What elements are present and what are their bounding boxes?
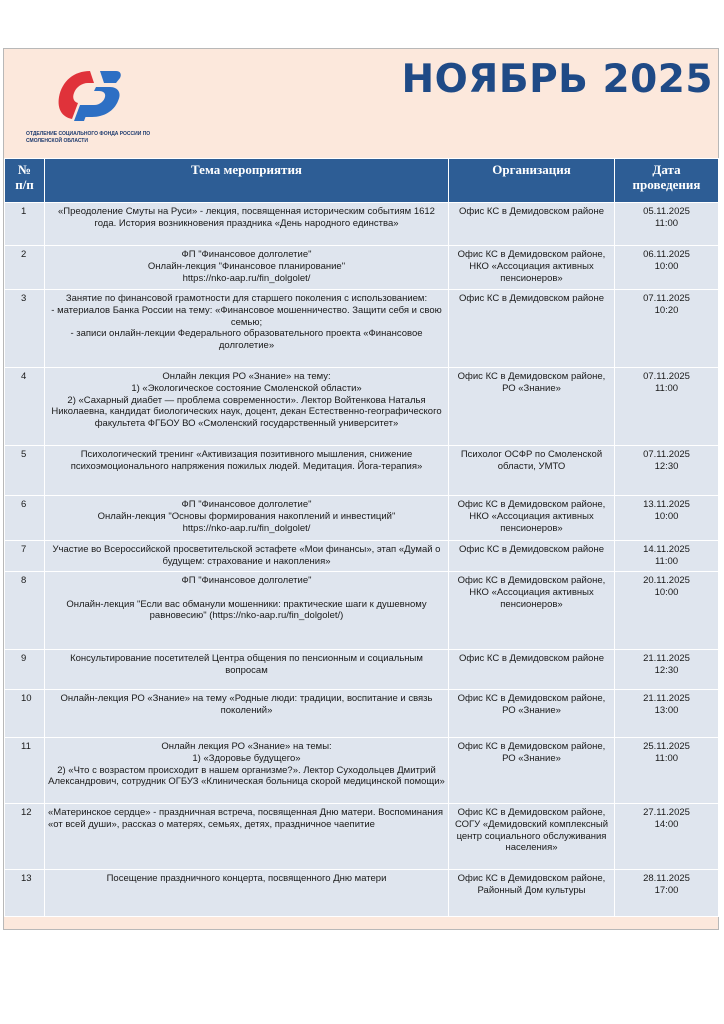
sfr-logo-icon (50, 67, 126, 125)
event-topic: Онлайн лекция РО «Знание» на темы: 1) «Здоровье будущего» 2) «Что с возрастом происходит в нашем организме?». Лектор Суходольцев Дмитрий Александрович, сотрудник ОГБУЗ «Клиническая больница скорой медицинской помощи» (45, 738, 449, 804)
table-row (5, 368, 719, 446)
event-organization: Офис КС в Демидовском районе, НКО «Ассоциация активных пенсионеров» (449, 572, 615, 650)
event-date: 05.11.2025 11:00 (615, 203, 719, 246)
event-topic: Посещение праздничного концерта, посвященного Дню матери (45, 870, 449, 917)
table-row (5, 870, 719, 917)
table-row (5, 690, 719, 738)
event-organization: Офис КС в Демидовском районе (449, 541, 615, 572)
event-date: 21.11.2025 12:30 (615, 650, 719, 690)
event-topic: ФП "Финансовое долголетие" Онлайн-лекция "Финансовое планирование" https://nko-aap.ru/fin_dolgolet/ (45, 246, 449, 290)
table-row (5, 650, 719, 690)
table-row (5, 804, 719, 870)
event-topic: Онлайн лекция РО «Знание» на тему: 1) «Экологическое состояние Смоленской области» 2) «Сахарный диабет — проблема современности». Лектор Войтенкова Наталья Николаевна, кандидат биологических наук, доцент, декан Естественно-географического факультета ФГБОУ ВО «Смоленский государственный университет» (45, 368, 449, 446)
row-number: 2 (5, 246, 45, 290)
org-name: ОТДЕЛЕНИЕ СОЦИАЛЬНОГО ФОНДА РОССИИ ПО СМОЛЕНСКОЙ ОБЛАСТИ (26, 131, 151, 144)
event-topic: «Материнское сердце» - праздничная встреча, посвященная Дню матери. Воспоминания «от всей души», рассказ о матерях, семьях, детях, праздничное чаепитие (45, 804, 449, 870)
event-topic: Онлайн-лекция РО «Знание» на тему «Родные люди: традиции, воспитание и связь поколений» (45, 690, 449, 738)
table-row (5, 203, 719, 246)
event-organization: Офис КС в Демидовском районе (449, 290, 615, 368)
event-organization: Офис КС в Демидовском районе, РО «Знание» (449, 690, 615, 738)
events-table (4, 158, 719, 917)
event-topic: Участие во Всероссийской просветительской эстафете «Мои финансы», этап «Думай о будущем: страхование и накопления» (45, 541, 449, 572)
row-number: 11 (5, 738, 45, 804)
event-organization: Психолог ОСФР по Смоленской области, УМТО (449, 446, 615, 496)
event-organization: Офис КС в Демидовском районе, СОГУ «Демидовский комплексный центр социального обслуживания населения» (449, 804, 615, 870)
event-organization: Офис КС в Демидовском районе, НКО «Ассоциация активных пенсионеров» (449, 246, 615, 290)
event-date: 20.11.2025 10:00 (615, 572, 719, 650)
event-organization: Офис КС в Демидовском районе, РО «Знание» (449, 738, 615, 804)
event-organization: Офис КС в Демидовском районе, Районный Дом культуры (449, 870, 615, 917)
page-sheet (3, 48, 719, 930)
event-organization: Офис КС в Демидовском районе, НКО «Ассоциация активных пенсионеров» (449, 496, 615, 541)
row-number: 7 (5, 541, 45, 572)
table-row (5, 496, 719, 541)
col-header-num: № п/п (5, 159, 45, 203)
event-organization: Офис КС в Демидовском районе, РО «Знание» (449, 368, 615, 446)
event-date: 07.11.2025 10:20 (615, 290, 719, 368)
month-title: НОЯБРЬ 2025 (401, 57, 713, 102)
event-date: 14.11.2025 11:00 (615, 541, 719, 572)
table-header-row (5, 159, 719, 203)
event-date: 21.11.2025 13:00 (615, 690, 719, 738)
row-number: 5 (5, 446, 45, 496)
row-number: 8 (5, 572, 45, 650)
row-number: 6 (5, 496, 45, 541)
table-row (5, 290, 719, 368)
row-number: 1 (5, 203, 45, 246)
event-topic: ФП "Финансовое долголетие" Онлайн-лекция "Основы формирования накоплений и инвестиций" https://nko-aap.ru/fin_dolgolet/ (45, 496, 449, 541)
table-row (5, 446, 719, 496)
col-header-org: Организация (449, 159, 615, 203)
event-topic: «Преодоление Смуты на Руси» - лекция, посвященная историческим событиям 1612 года. История возникновения праздника «День народного единства» (45, 203, 449, 246)
event-date: 13.11.2025 10:00 (615, 496, 719, 541)
col-header-date: Дата проведения (615, 159, 719, 203)
event-organization: Офис КС в Демидовском районе (449, 650, 615, 690)
event-date: 27.11.2025 14:00 (615, 804, 719, 870)
event-date: 07.11.2025 11:00 (615, 368, 719, 446)
table-row (5, 541, 719, 572)
event-topic: Консультирование посетителей Центра общения по пенсионным и социальным вопросам (45, 650, 449, 690)
event-topic: Занятие по финансовой грамотности для старшего поколения с использованием: - материалов Банка России на тему: «Финансовое мошенничество. Защити себя и свою семью; - записи онлайн-лекции Федерального образовательного проекта «Финансовое долголетие» (45, 290, 449, 368)
row-number: 9 (5, 650, 45, 690)
table-row (5, 246, 719, 290)
row-number: 10 (5, 690, 45, 738)
table-row (5, 572, 719, 650)
event-date: 25.11.2025 11:00 (615, 738, 719, 804)
event-date: 28.11.2025 17:00 (615, 870, 719, 917)
event-topic: ФП "Финансовое долголетие" Онлайн-лекция "Если вас обманули мошенники: практические шаги к душевному равновесию" (https://nko-aap.ru/fin_dolgolet/) (45, 572, 449, 650)
row-number: 3 (5, 290, 45, 368)
event-topic: Психологический тренинг «Активизация позитивного мышления, снижение психоэмоционального напряжения пожилых людей. Медитация. Йога-терапия» (45, 446, 449, 496)
event-date: 07.11.2025 12:30 (615, 446, 719, 496)
event-organization: Офис КС в Демидовском районе (449, 203, 615, 246)
row-number: 13 (5, 870, 45, 917)
row-number: 4 (5, 368, 45, 446)
event-date: 06.11.2025 10:00 (615, 246, 719, 290)
sfr-logo (26, 67, 156, 149)
col-header-topic: Тема мероприятия (45, 159, 449, 203)
table-row (5, 738, 719, 804)
row-number: 12 (5, 804, 45, 870)
